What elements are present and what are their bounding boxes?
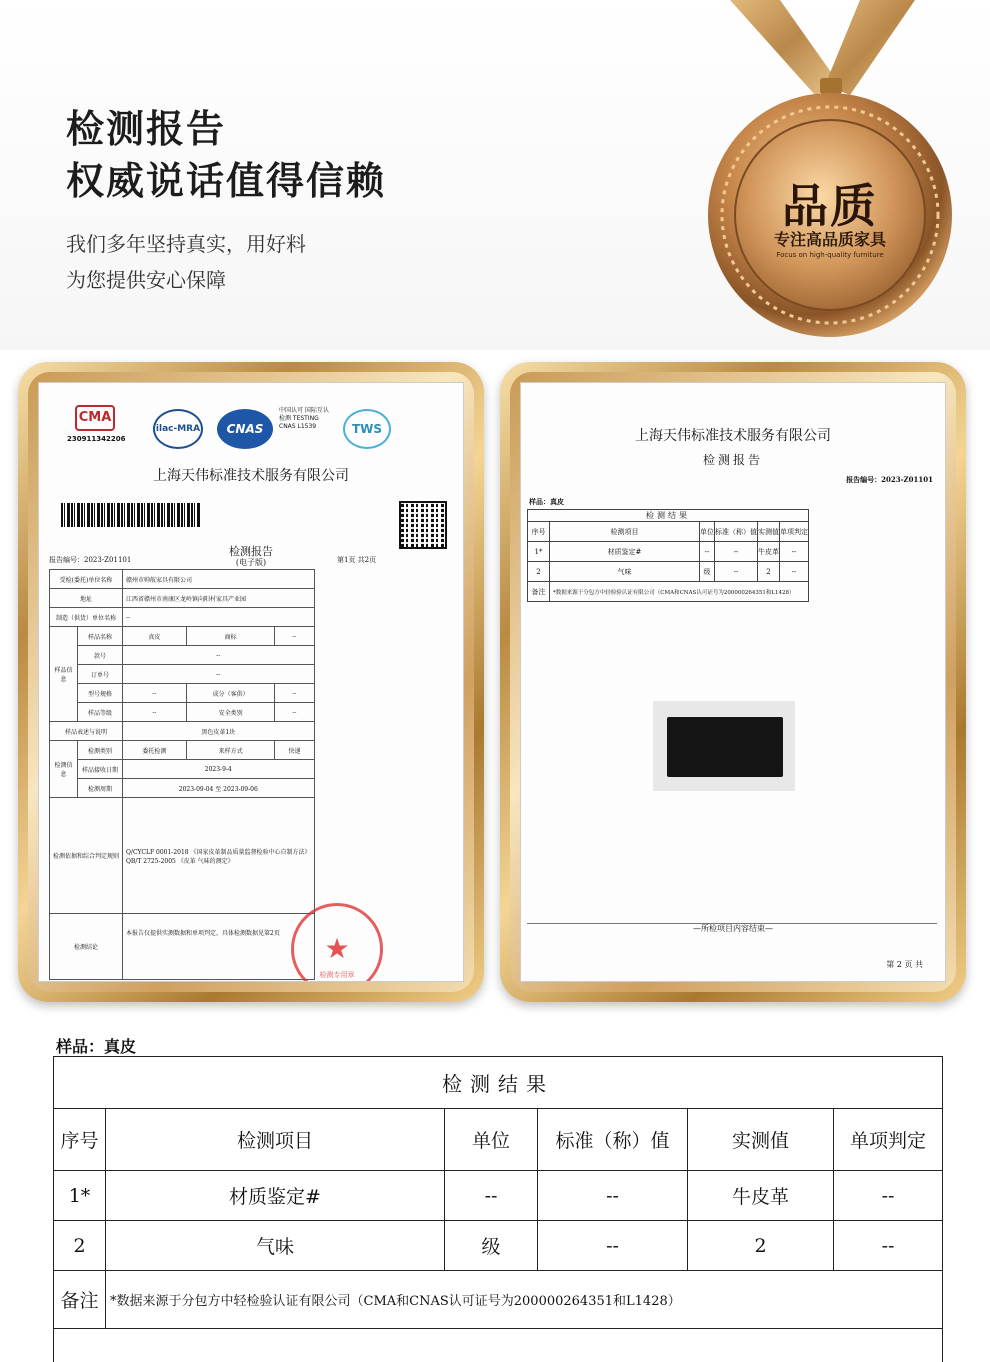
table-row: 1* 材质鉴定# -- -- 牛皮革 -- [528, 542, 809, 562]
official-stamp: ★ 检测专用章 [291, 903, 383, 982]
star-icon: ★ [324, 932, 350, 965]
table-row: 2 气味 级 -- 2 -- [528, 562, 809, 582]
page-info: 第1页 共2页 [337, 556, 377, 564]
end-of-report: —所检项目内容结束— [693, 924, 773, 933]
accreditation-logos [57, 405, 445, 457]
medal-title: 品质 [782, 179, 878, 233]
report-title: 检测报告 [702, 453, 763, 467]
sample-label: 样品：真皮 [529, 497, 564, 506]
cnas-caption: 中国认可 国际互认 检测 TESTING CNAS L1539 [279, 407, 329, 430]
results-table: 检测结果 序号 检测项目 单位 标准（称）值 实测值 单项判定 1* 材质鉴定# -- -- 牛皮革 -- 2 气味 级 -- 2 -- 备注 *数据来源于分包方中轻检验认证有限公司（CMA和CNAS认可证号为200000264351和L1428） [527, 509, 809, 602]
zoom-sample-label: 样品：真皮 [56, 1037, 137, 1056]
leather-sample-photo [653, 701, 795, 791]
headline-line2: 权威说话值得信赖 [66, 159, 387, 203]
headline-line1: 检测报告 [66, 107, 227, 151]
tws-logo: TWS [343, 409, 391, 449]
table-row: 2 气味 级 -- 2 -- [54, 1221, 943, 1271]
certificate-page2 [520, 382, 946, 982]
table-title: 检测结果 [54, 1057, 943, 1109]
ilac-mra-logo: ilac-MRA [153, 409, 203, 449]
subtitle-line1: 我们多年坚持真实，用好料 [66, 232, 306, 256]
report-subtitle: (电子版) [235, 558, 267, 567]
table-row: 1* 材质鉴定# -- -- 牛皮革 -- [54, 1171, 943, 1221]
cma-number: 230911342206 [67, 435, 126, 443]
qr-code-icon [399, 501, 447, 549]
certificate-page1 [38, 382, 464, 982]
medal-subtitle-en: Focus on high-quality furniture [776, 251, 884, 259]
cma-logo: CMA 230911342206 [67, 405, 123, 443]
report-number: 报告编号：2023-Z01101 [846, 475, 933, 484]
barcode-icon [61, 503, 201, 527]
subtitle-line2: 为您提供安心保障 [66, 268, 226, 292]
medal-subtitle: 专注高品质家具 [773, 230, 886, 249]
company-name: 上海天伟标准技术服务有限公司 [635, 428, 831, 444]
quality-medal [700, 0, 980, 350]
report-info-table: 受检(委托)单位名称 赣州市帅航家具有限公司 地址 江西省赣州市南康区龙岭镇向阳村家具产业园 制造（供货）单位名称 -- 样品信息 样品名称 真皮 商标 -- 款号 -- 订单号 -- 型号规格 -- 成分（客供） -- 样品等级 -- 安全类别 -- 样品表述与说明 黑色皮革1块 检测信息 检测类别 委托检测 来样方式 快递 样品接收日期 2023-9-4 检测周期 2023-09-04 至 2023-09-06 检测依据和综合判定规则 Q/CYCLF 0001-2018 《国家皮革制品质量监督检验中心自制方法》 QB/T 2725-2005 《皮革 气味的测定》 检测结论 本报告仅提供实测数据和单项判定，具体检测数据见第2页 [49, 569, 315, 980]
company-name: 上海天伟标准技术服务有限公司 [153, 468, 349, 484]
certificate-page1-frame [18, 362, 484, 1002]
page-info: 第 2 页 共 [886, 960, 923, 969]
hero-section [0, 0, 990, 350]
report-title: 检测报告 [229, 545, 273, 558]
cnas-logo: CNAS [217, 409, 273, 449]
certificate-page2-frame [500, 362, 966, 1002]
report-number: 报告编号：2023-Z01101 [49, 556, 132, 564]
zoom-results-table: 检测结果 序号 检测项目 单位 标准（称）值 实测值 单项判定 1* 材质鉴定# -- -- 牛皮革 -- 2 气味 级 -- 2 -- 备注 *数据来源于分包方中轻检验认证有限公司（CMA和CNAS认可证号为200000264351和L1428） [53, 1056, 943, 1362]
